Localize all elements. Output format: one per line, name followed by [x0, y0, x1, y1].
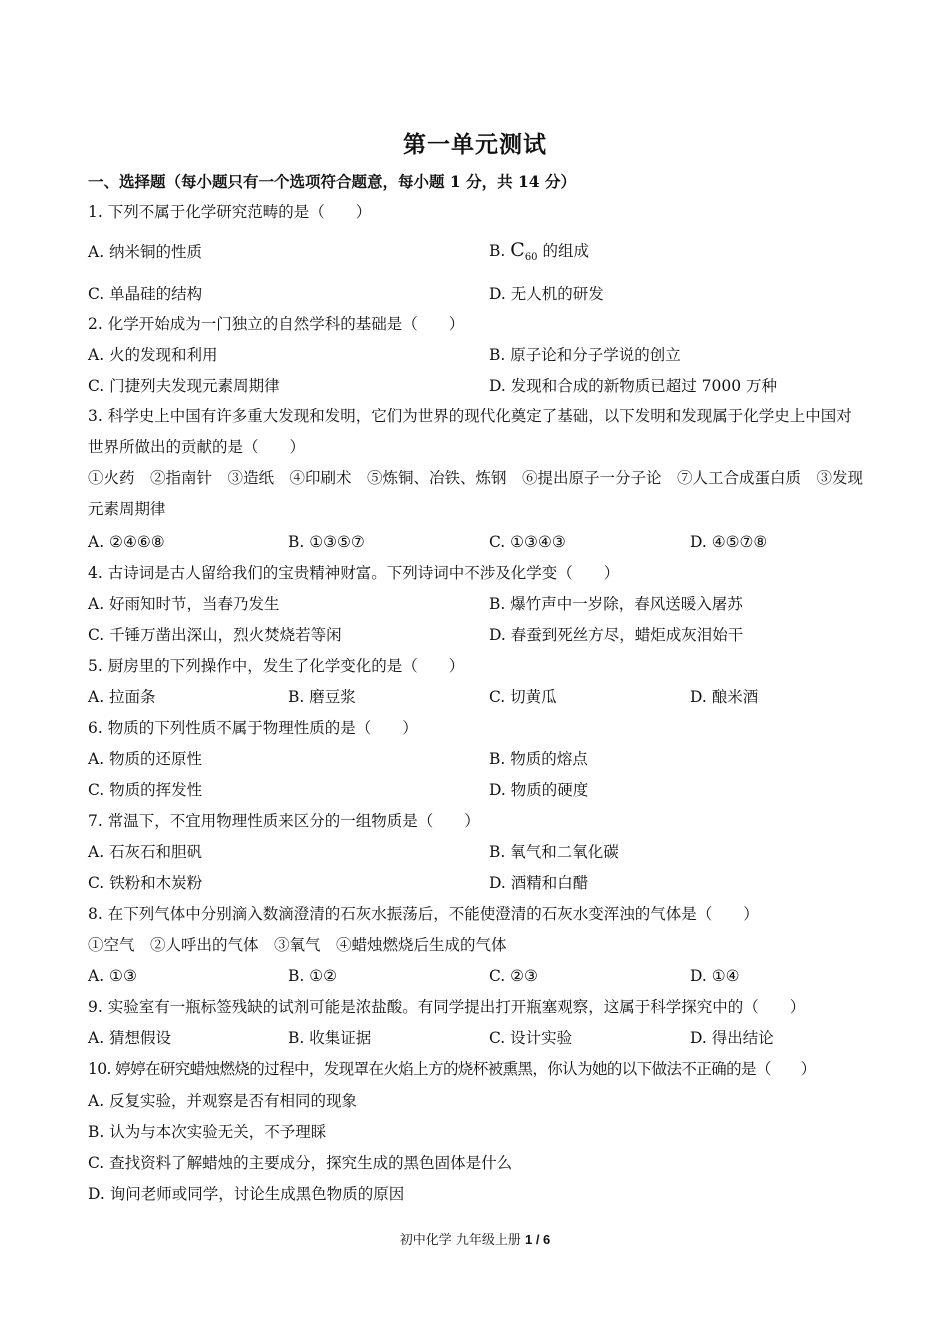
option-b-suffix: 的组成 [542, 242, 589, 260]
formula-subscript: 60 [524, 252, 538, 263]
question-6-option-d: D. 物质的硬度 [489, 781, 589, 799]
question-4-option-a: A. 好雨知时节，当春乃发生 [88, 595, 280, 613]
question-3-stem: 3. 科学史上中国有许多重大发现和发明，它们为世界的现代化奠定了基础，以下发明和发现属于化学史上中国对世界所做出的贡献的是（ ） [88, 407, 852, 456]
question-6-option-b: B. 物质的熔点 [489, 750, 588, 768]
question-9-option-c: C. 设计实验 [489, 1029, 573, 1047]
question-10-option-c: C. 查找资料了解蜡烛的主要成分，探究生成的黑色固体是什么 [88, 1154, 513, 1172]
question-2-option-b: B. 原子论和分子学说的创立 [489, 346, 681, 364]
question-8-option-c: C. ②③ [489, 967, 538, 985]
question-7-option-a: A. 石灰石和胆矾 [88, 843, 203, 861]
question-1-option-c: C. 单晶硅的结构 [88, 285, 203, 303]
question-8-option-d: D. ①④ [690, 967, 740, 985]
question-1-option-a: A. 纳米铜的性质 [88, 243, 203, 261]
question-4-stem: 4. 古诗词是古人留给我们的宝贵精神财富。下列诗词中不涉及化学变（ ） [88, 564, 620, 582]
question-7-option-b: B. 氧气和二氧化碳 [489, 843, 619, 861]
question-3-option-d: D. ④⑤⑦⑧ [690, 533, 768, 551]
page-number: 1 / 6 [524, 1232, 551, 1247]
question-8-stem: 8. 在下列气体中分别滴入数滴澄清的石灰水振荡后，不能使澄清的石灰水变浑浊的气体是（ ） [88, 905, 759, 923]
question-2-option-a: A. 火的发现和利用 [88, 346, 218, 364]
question-4-option-b: B. 爆竹声中一岁除，春风送暖入屠苏 [489, 595, 743, 613]
question-3-option-b: B. ①③⑤⑦ [288, 533, 365, 551]
question-2-stem: 2. 化学开始成为一门独立的自然学科的基础是（ ） [88, 315, 465, 333]
question-10-stem: 10. 婷婷在研究蜡烛燃烧的过程中，发现罩在火焰上方的烧杯被熏黑，你认为她的以下做法不正确的是（ ） [88, 1060, 816, 1078]
question-8-option-a: A. ①③ [88, 967, 137, 985]
question-3-option-a: A. ②④⑥⑧ [88, 533, 165, 551]
question-9-option-b: B. 收集证据 [288, 1029, 372, 1047]
question-2-option-c: C. 门捷列夫发现元素周期律 [88, 377, 280, 395]
question-1-stem: 1. 下列不属于化学研究范畴的是（ ） [88, 203, 372, 221]
question-10-option-d: D. 询问老师或同学，讨论生成黑色物质的原因 [88, 1185, 405, 1203]
question-5-option-c: C. 切黄瓜 [489, 688, 557, 706]
question-8-items: ①空气 ②人呼出的气体 ③氧气 ④蜡烛燃烧后生成的气体 [88, 936, 507, 954]
question-3-items: ①火药 ②指南针 ③造纸 ④印刷术 ⑤炼铜、冶铁、炼钢 ⑥提出原子一分子论 ⑦人工合成蛋白质 ③发现元素周期律 [88, 469, 864, 518]
option-b-prefix: B. [489, 242, 506, 260]
question-5-option-a: A. 拉面条 [88, 688, 156, 706]
question-4-option-d: D. 春蚕到死丝方尽，蜡炬成灰泪始干 [489, 626, 744, 644]
question-5-option-b: B. 磨豆浆 [288, 688, 356, 706]
question-9-stem: 9. 实验室有一瓶标签残缺的试剂可能是浓盐酸。有同学提出打开瓶塞观察，这属于科学探究中的（ ） [88, 998, 806, 1016]
question-5-stem: 5. 厨房里的下列操作中，发生了化学变化的是（ ） [88, 657, 465, 675]
page-title: 第一单元测试 [403, 131, 547, 158]
question-6-stem: 6. 物质的下列性质不属于物理性质的是（ ） [88, 719, 418, 737]
question-9-option-d: D. 得出结论 [690, 1029, 774, 1047]
question-5-option-d: D. 酿米酒 [690, 688, 759, 706]
question-1-option-d: D. 无人机的研发 [489, 285, 604, 303]
question-7-stem: 7. 常温下，不宜用物理性质来区分的一组物质是（ ） [88, 812, 480, 830]
section-heading: 一、选择题（每小题只有一个选项符合题意，每小题 1 分，共 14 分） [88, 172, 576, 191]
formula-main: C [510, 239, 525, 261]
page-footer [0, 1229, 950, 1248]
formula-c60 [510, 239, 537, 261]
question-7-option-c: C. 铁粉和木炭粉 [88, 874, 203, 892]
question-4-option-c: C. 千锤万凿出深山，烈火焚烧若等闲 [88, 626, 342, 644]
question-3-option-c: C. ①③④③ [489, 533, 566, 551]
question-1-option-b [489, 240, 589, 268]
question-2-option-d: D. 发现和合成的新物质已超过 7000 万种 [489, 377, 778, 395]
question-10-option-a: A. 反复实验，并观察是否有相同的现象 [88, 1092, 358, 1110]
question-6-option-c: C. 物质的挥发性 [88, 781, 203, 799]
footer-label: 初中化学 九年级上册 [399, 1233, 521, 1248]
question-7-option-d: D. 酒精和白醋 [489, 874, 589, 892]
question-6-option-a: A. 物质的还原性 [88, 750, 203, 768]
question-9-option-a: A. 猜想假设 [88, 1029, 172, 1047]
question-8-option-b: B. ①② [288, 967, 338, 985]
question-10-option-b: B. 认为与本次实验无关，不予理睬 [88, 1123, 327, 1141]
